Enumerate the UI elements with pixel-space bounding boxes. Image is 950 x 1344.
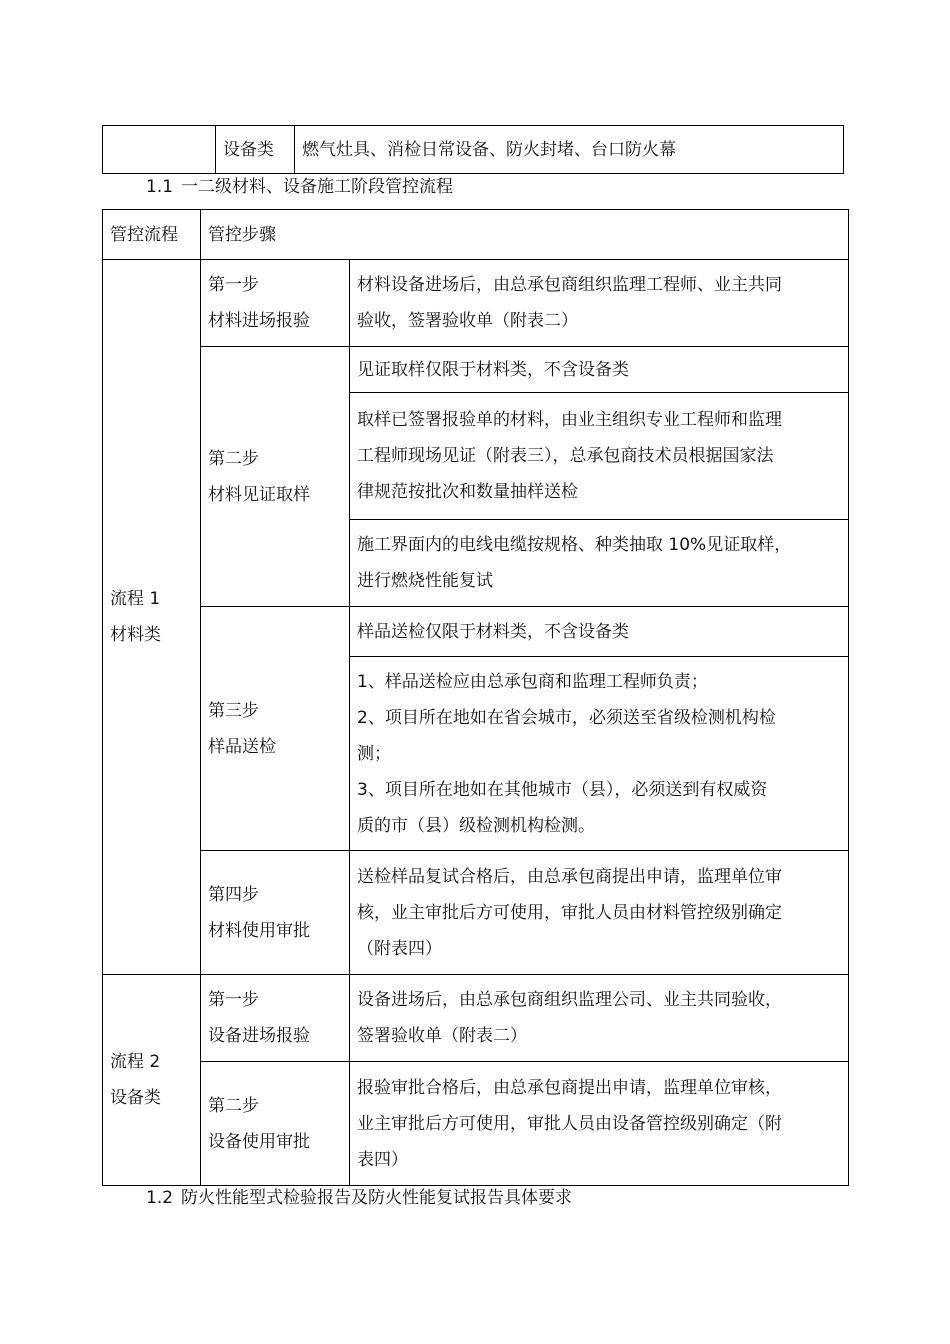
flow1-step3-content-b — [350, 657, 849, 851]
section-heading-1-1 — [146, 175, 453, 199]
section-number: 1.1 — [146, 177, 174, 197]
control-process-table — [102, 209, 849, 1186]
flow2-step1-content — [350, 975, 849, 1062]
flow1-step3-content-a — [350, 607, 849, 657]
content-line: 送检样品复试合格后，由总承包商提出申请，监理单位审 — [357, 866, 782, 887]
content-line: 2、项目所在地如在省会城市，必须送至省级检测机构检 — [357, 707, 776, 728]
content-line: 业主审批后方可使用，审批人员由设备管控级别确定（附 — [357, 1113, 782, 1134]
table-row — [103, 260, 849, 347]
step-name: 第二步 — [208, 1095, 259, 1116]
content-line: 律规范按批次和数量抽样送检 — [357, 482, 578, 502]
step-title: 材料进场报验 — [208, 311, 310, 331]
step-name: 第一步 — [208, 275, 259, 295]
step-name: 第一步 — [208, 990, 259, 1010]
flow1-step2-content-c — [350, 520, 849, 607]
content-line: 施工界面内的电线电缆按规格、种类抽取 10%见证取样， — [357, 535, 792, 555]
content-line: 设备进场后，由总承包商组织监理公司、业主共同验收， — [357, 990, 782, 1010]
content-line: 测； — [357, 743, 391, 764]
content-line: 表四） — [357, 1149, 408, 1170]
category-cell: 设备类 — [216, 126, 295, 174]
content-line: （附表四） — [357, 938, 442, 959]
table-row — [103, 126, 844, 174]
content-line: 工程师现场见证（附表三），总承包商技术员根据国家法 — [357, 446, 774, 466]
flow1-label-cell — [103, 260, 201, 975]
table-row — [103, 607, 849, 657]
content-line: 见证取样仅限于材料类，不含设备类 — [357, 359, 629, 380]
section-title: 一二级材料、设备施工阶段管控流程 — [181, 177, 454, 197]
content-line: 3、项目所在地如在其他城市（县），必须送到有权威资 — [357, 779, 768, 800]
content-line: 1、样品送检应由总承包商和监理工程师负责； — [357, 671, 708, 692]
step-title: 材料见证取样 — [208, 484, 310, 505]
header-process: 管控流程 — [103, 210, 201, 260]
content-line: 报验审批合格后，由总承包商提出申请，监理单位审核， — [357, 1077, 782, 1098]
flow1-step1-cell — [201, 260, 350, 347]
step-title: 样品送检 — [208, 736, 276, 757]
table-row — [103, 975, 849, 1062]
table-row — [103, 1062, 849, 1186]
table-row — [103, 851, 849, 975]
content-line: 验收，签署验收单（附表二） — [357, 311, 578, 331]
step-name: 第二步 — [208, 448, 259, 469]
flow1-step2-content-a — [350, 347, 849, 393]
flow1-step4-cell — [201, 851, 350, 975]
flow-label: 流程 2 — [110, 1052, 161, 1072]
flow1-step4-content — [350, 851, 849, 975]
flow2-step2-content — [350, 1062, 849, 1186]
content-line: 材料设备进场后，由总承包商组织监理工程师、业主共同 — [357, 275, 782, 295]
content-line: 取样已签署报验单的材料，由业主组织专业工程师和监理 — [357, 410, 782, 430]
content-line: 样品送检仅限于材料类，不含设备类 — [357, 621, 629, 642]
flow1-step2-cell — [201, 347, 350, 607]
section-title: 防火性能型式检验报告及防火性能复试报告具体要求 — [181, 1188, 573, 1208]
empty-cell — [103, 126, 216, 174]
step-title: 设备使用审批 — [208, 1131, 310, 1152]
table-row — [103, 347, 849, 393]
flow-sublabel: 设备类 — [110, 1088, 161, 1108]
flow-label: 流程 1 — [110, 589, 161, 609]
header-steps: 管控步骤 — [201, 210, 849, 260]
content-line: 质的市（县）级检测机构检测。 — [357, 815, 595, 836]
step-name: 第四步 — [208, 884, 259, 905]
step-name: 第三步 — [208, 700, 259, 721]
flow-sublabel: 材料类 — [110, 625, 161, 645]
content-line: 签署验收单（附表二） — [357, 1026, 527, 1046]
flow1-step1-content — [350, 260, 849, 347]
content-line: 核，业主审批后方可使用，审批人员由材料管控级别确定 — [357, 902, 782, 923]
flow2-label-cell — [103, 975, 201, 1186]
content-line: 进行燃烧性能复试 — [357, 571, 493, 591]
flow1-step2-content-b — [350, 393, 849, 520]
step-title: 设备进场报验 — [208, 1026, 310, 1046]
step-title: 材料使用审批 — [208, 920, 310, 941]
equipment-category-table — [102, 125, 844, 174]
section-heading-1-2 — [146, 1186, 572, 1210]
table-header-row — [103, 210, 849, 260]
category-items-cell: 燃气灶具、消检日常设备、防火封堵、台口防火幕 — [295, 126, 844, 174]
flow1-step3-cell — [201, 607, 350, 851]
section-number: 1.2 — [146, 1188, 174, 1208]
flow2-step2-cell — [201, 1062, 350, 1186]
flow2-step1-cell — [201, 975, 350, 1062]
